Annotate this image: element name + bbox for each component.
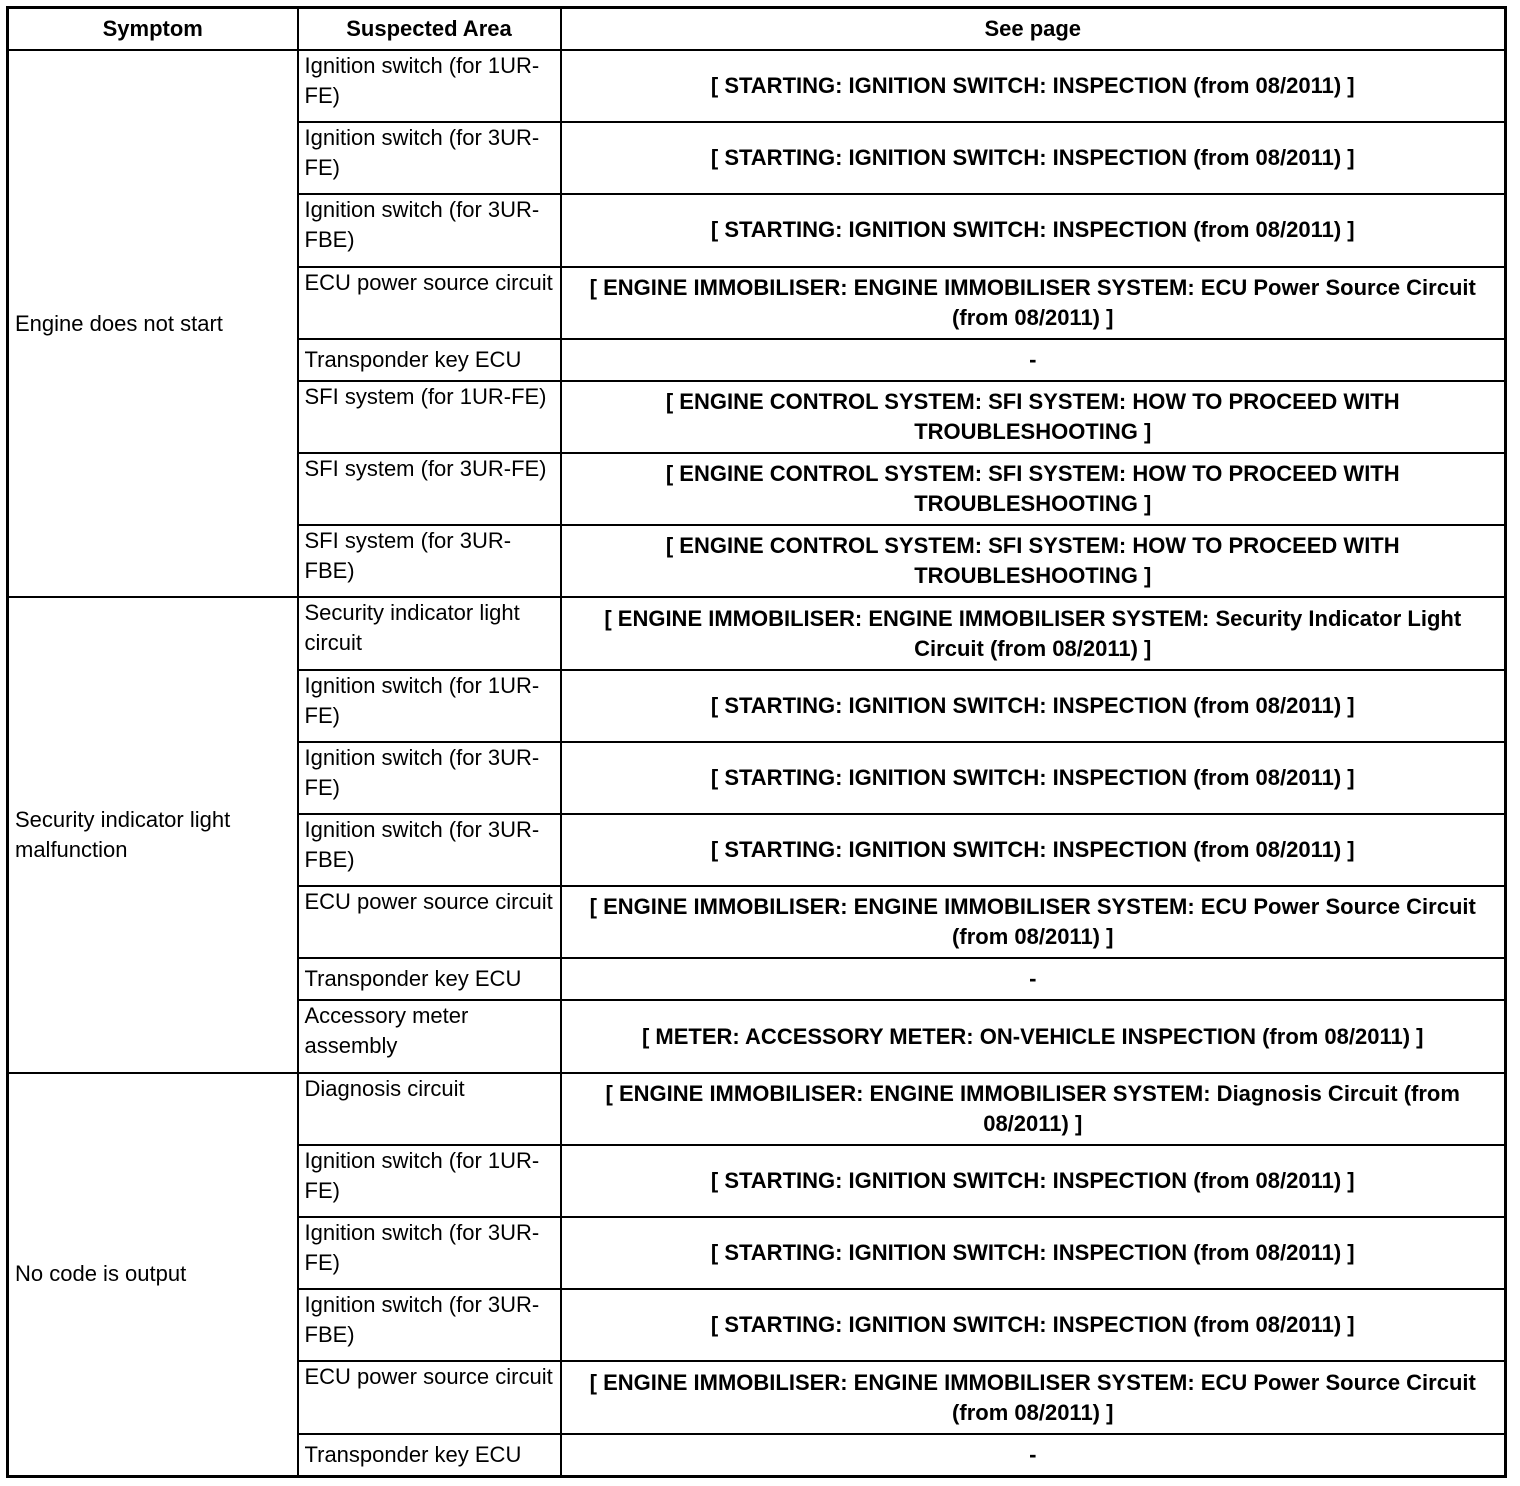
suspected-area-cell: Transponder key ECU [298, 1434, 561, 1477]
see-page-link[interactable]: [ ENGINE IMMOBILISER: ENGINE IMMOBILISER SYSTEM: ECU Power Source Circuit (from 08/2011) ] [561, 886, 1506, 958]
see-page-link[interactable]: [ STARTING: IGNITION SWITCH: INSPECTION (from 08/2011) ] [561, 742, 1506, 814]
see-page-link[interactable]: [ ENGINE CONTROL SYSTEM: SFI SYSTEM: HOW TO PROCEED WITH TROUBLESHOOTING ] [561, 453, 1506, 525]
see-page-link[interactable]: [ ENGINE IMMOBILISER: ENGINE IMMOBILISER SYSTEM: ECU Power Source Circuit (from 08/2011) ] [561, 1361, 1506, 1433]
table-row [8, 1073, 1506, 1145]
suspected-area-cell: Ignition switch (for 3UR-FBE) [298, 814, 561, 886]
suspected-area-cell: Ignition switch (for 3UR-FE) [298, 742, 561, 814]
suspected-area-cell: Transponder key ECU [298, 958, 561, 1000]
header-row [8, 8, 1506, 51]
suspected-area-cell: SFI system (for 1UR-FE) [298, 381, 561, 453]
suspected-area-cell: Ignition switch (for 1UR-FE) [298, 50, 561, 122]
suspected-area-cell: Ignition switch (for 3UR-FE) [298, 1217, 561, 1289]
see-page-link[interactable]: [ ENGINE CONTROL SYSTEM: SFI SYSTEM: HOW TO PROCEED WITH TROUBLESHOOTING ] [561, 525, 1506, 597]
see-page-link[interactable]: [ STARTING: IGNITION SWITCH: INSPECTION (from 08/2011) ] [561, 1289, 1506, 1361]
suspected-area-cell: Ignition switch (for 1UR-FE) [298, 1145, 561, 1217]
suspected-area-cell: ECU power source circuit [298, 1361, 561, 1433]
symptom-cell: No code is output [8, 1073, 298, 1477]
header-see-page: See page [561, 8, 1506, 51]
symptom-cell: Security indicator light malfunction [8, 597, 298, 1072]
see-page-link[interactable]: [ STARTING: IGNITION SWITCH: INSPECTION (from 08/2011) ] [561, 1217, 1506, 1289]
see-page-link[interactable]: [ STARTING: IGNITION SWITCH: INSPECTION (from 08/2011) ] [561, 814, 1506, 886]
suspected-area-cell: Accessory meter assembly [298, 1000, 561, 1072]
suspected-area-cell: Ignition switch (for 3UR-FBE) [298, 1289, 561, 1361]
see-page-cell: - [561, 958, 1506, 1000]
see-page-link[interactable]: [ ENGINE IMMOBILISER: ENGINE IMMOBILISER SYSTEM: Security Indicator Light Circuit (from 08/2011) ] [561, 597, 1506, 669]
see-page-link[interactable]: [ METER: ACCESSORY METER: ON-VEHICLE INSPECTION (from 08/2011) ] [561, 1000, 1506, 1072]
see-page-link[interactable]: [ STARTING: IGNITION SWITCH: INSPECTION (from 08/2011) ] [561, 50, 1506, 122]
see-page-cell: - [561, 339, 1506, 381]
suspected-area-cell: Ignition switch (for 3UR-FBE) [298, 194, 561, 266]
see-page-link[interactable]: [ STARTING: IGNITION SWITCH: INSPECTION (from 08/2011) ] [561, 194, 1506, 266]
suspected-area-cell: Transponder key ECU [298, 339, 561, 381]
suspected-area-cell: Ignition switch (for 3UR-FE) [298, 122, 561, 194]
suspected-area-cell: Ignition switch (for 1UR-FE) [298, 670, 561, 742]
suspected-area-cell: SFI system (for 3UR-FE) [298, 453, 561, 525]
suspected-area-cell: ECU power source circuit [298, 886, 561, 958]
see-page-link[interactable]: [ STARTING: IGNITION SWITCH: INSPECTION (from 08/2011) ] [561, 122, 1506, 194]
see-page-link[interactable]: [ ENGINE IMMOBILISER: ENGINE IMMOBILISER SYSTEM: Diagnosis Circuit (from 08/2011) ] [561, 1073, 1506, 1145]
header-symptom: Symptom [8, 8, 298, 51]
symptom-cell: Engine does not start [8, 50, 298, 597]
suspected-area-cell: Security indicator light circuit [298, 597, 561, 669]
see-page-cell: - [561, 1434, 1506, 1477]
header-suspected-area: Suspected Area [298, 8, 561, 51]
suspected-area-cell: Diagnosis circuit [298, 1073, 561, 1145]
suspected-area-cell: SFI system (for 3UR-FBE) [298, 525, 561, 597]
troubleshooting-table [6, 6, 1507, 1478]
see-page-link[interactable]: [ STARTING: IGNITION SWITCH: INSPECTION (from 08/2011) ] [561, 1145, 1506, 1217]
table-row [8, 597, 1506, 669]
suspected-area-cell: ECU power source circuit [298, 267, 561, 339]
table-row [8, 50, 1506, 122]
see-page-link[interactable]: [ ENGINE IMMOBILISER: ENGINE IMMOBILISER SYSTEM: ECU Power Source Circuit (from 08/2011) ] [561, 267, 1506, 339]
see-page-link[interactable]: [ ENGINE CONTROL SYSTEM: SFI SYSTEM: HOW TO PROCEED WITH TROUBLESHOOTING ] [561, 381, 1506, 453]
see-page-link[interactable]: [ STARTING: IGNITION SWITCH: INSPECTION (from 08/2011) ] [561, 670, 1506, 742]
